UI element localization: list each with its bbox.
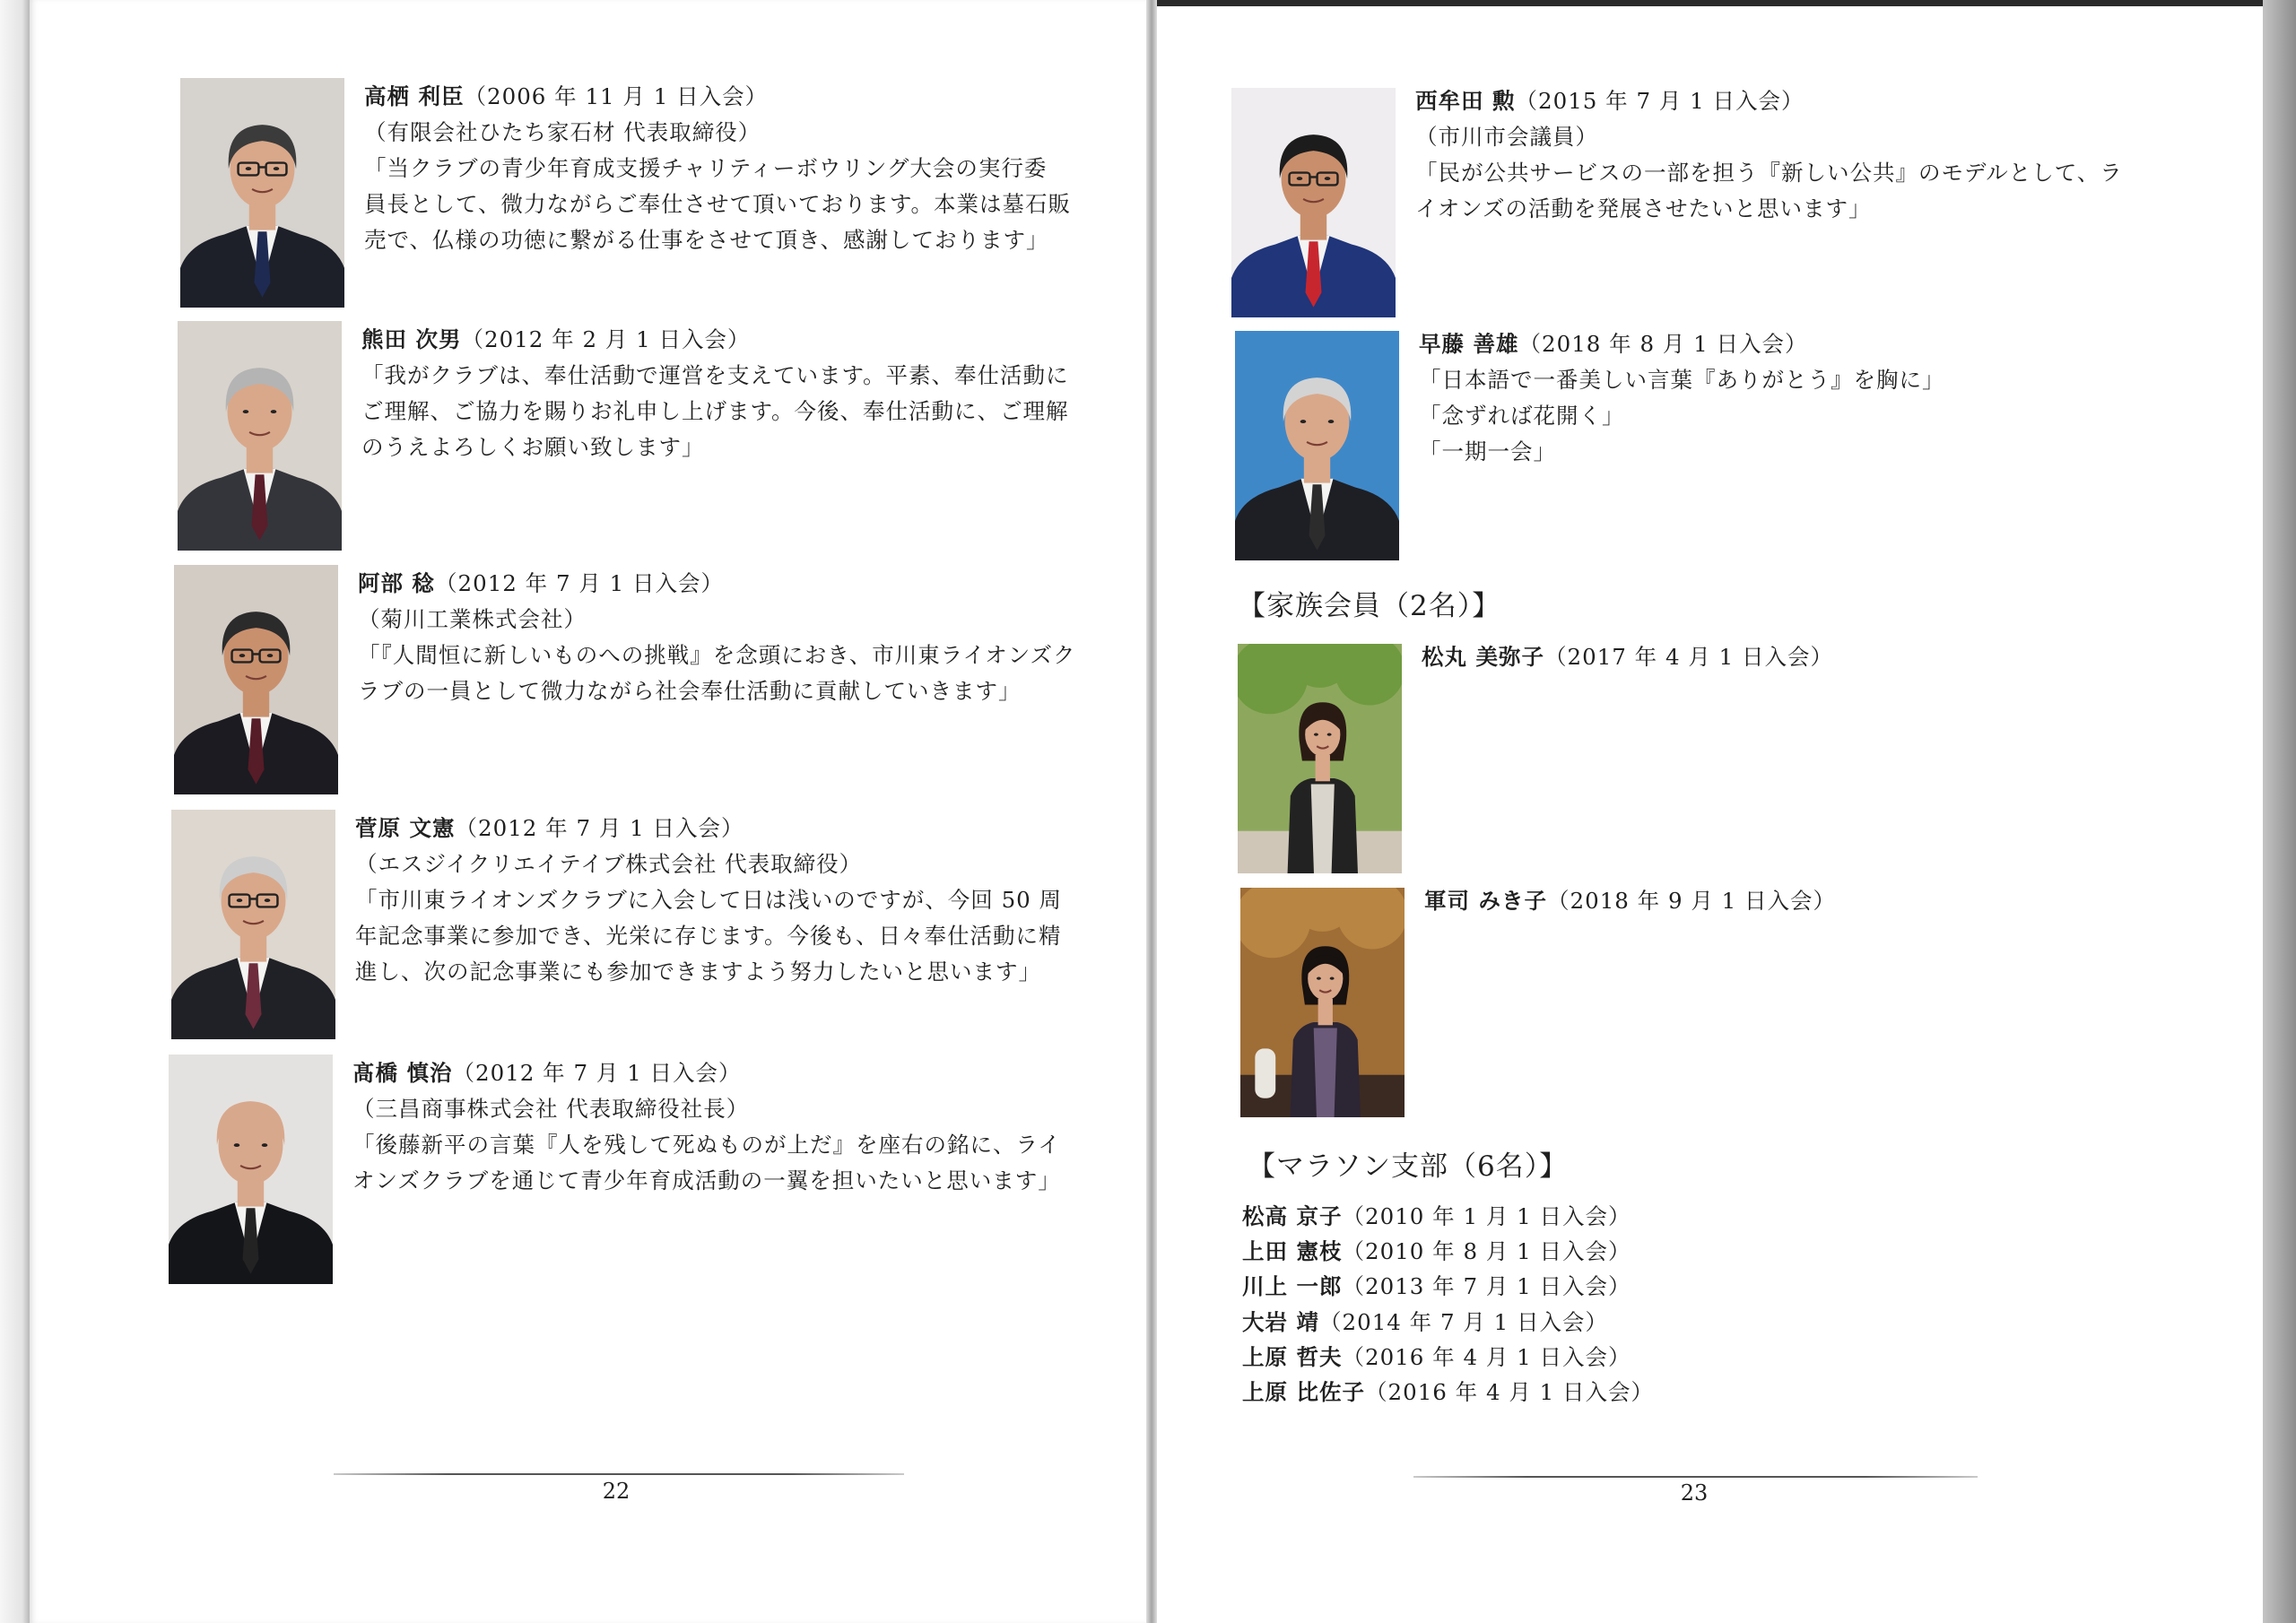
member-photo xyxy=(1238,644,1402,873)
member-photo xyxy=(1240,888,1405,1117)
member-name: 髙橋 慎治 xyxy=(352,1060,453,1086)
member-heading xyxy=(364,79,1071,115)
join-date: （2012 年 2 月 1 日入会） xyxy=(461,326,751,352)
member-name: 軍司 みき子 xyxy=(1424,888,1548,914)
quote-line: オンズクラブを通じて青少年育成活動の一翼を担いたいと思います」 xyxy=(352,1167,1061,1193)
quote-line: 「我がクラブは、奉仕活動で運営を支えています。平素、奉仕活動に xyxy=(361,362,1069,388)
member-name: 上原 哲夫 xyxy=(1242,1343,1343,1370)
member-text xyxy=(1419,326,1945,470)
member-name: 川上 一郎 xyxy=(1242,1273,1343,1300)
member-photo xyxy=(174,565,338,794)
member-heading xyxy=(361,322,1069,358)
member-photo xyxy=(169,1055,333,1284)
member-heading xyxy=(358,566,1076,602)
portrait-illustration xyxy=(1238,644,1402,873)
member-heading xyxy=(352,1055,1061,1091)
join-date: （2016 年 4 月 1 日入会） xyxy=(1365,1378,1654,1405)
member-affiliation: （有限会社ひたち家石材 代表取締役） xyxy=(364,119,761,145)
join-date: （2018 年 8 月 1 日入会） xyxy=(1518,331,1808,357)
member-name: 菅原 文憲 xyxy=(355,815,456,841)
member-photo xyxy=(178,321,342,551)
member-name: 高栖 利臣 xyxy=(364,83,465,109)
quote-line: 「後藤新平の言葉『人を残して死ぬものが上だ』を座右の銘に、ライ xyxy=(352,1132,1061,1158)
member-entry xyxy=(180,78,1077,311)
join-date: （2012 年 7 月 1 日入会） xyxy=(452,1060,742,1086)
quote-line: のうえよろしくお願い致します」 xyxy=(361,434,705,460)
member-name: 松高 京子 xyxy=(1242,1203,1343,1229)
quote-line: ご理解、ご協力を賜りお礼申し上げます。今後、奉仕活動に、ご理解 xyxy=(361,398,1069,424)
member-name: 阿部 稔 xyxy=(358,570,436,596)
family-members-heading: 【家族会員（2名）】 xyxy=(1238,590,1501,622)
member-affiliation: （市川市会議員） xyxy=(1415,124,1598,150)
marathon-branch-heading: 【マラソン支部（6名）】 xyxy=(1248,1150,1569,1183)
scan-right-edge xyxy=(2263,0,2296,1623)
member-photo xyxy=(180,78,344,308)
join-date: （2012 年 7 月 1 日入会） xyxy=(455,815,744,841)
join-date: （2015 年 7 月 1 日入会） xyxy=(1515,88,1805,114)
family-member-entry xyxy=(1240,888,2137,1121)
portrait-illustration xyxy=(174,565,338,794)
member-photo xyxy=(1235,331,1399,560)
list-item xyxy=(1242,1234,1654,1269)
member-heading xyxy=(355,811,1062,846)
portrait-illustration xyxy=(178,321,342,551)
quote-line: 売で、仏様の功徳に繋がる仕事をさせて頂き、感謝しております」 xyxy=(364,227,1049,253)
join-date: （2017 年 4 月 1 日入会） xyxy=(1544,644,1833,670)
list-item xyxy=(1242,1340,1654,1375)
quote-line: ラブの一員として微力ながら社会奉仕活動に貢献していきます」 xyxy=(358,678,1022,704)
scan-left-edge xyxy=(0,0,30,1623)
join-date: （2014 年 7 月 1 日入会） xyxy=(1319,1308,1608,1335)
member-entry xyxy=(178,321,1074,554)
portrait-illustration xyxy=(1235,331,1399,560)
member-photo xyxy=(1231,88,1396,317)
join-date: （2006 年 11 月 1 日入会） xyxy=(464,83,769,109)
member-entry xyxy=(169,1055,1065,1288)
member-text xyxy=(1422,639,1833,675)
quote-line: 「市川東ライオンズクラブに入会して日は浅いのですが、今回 50 周 xyxy=(355,887,1063,913)
portrait-illustration xyxy=(180,78,344,308)
member-affiliation: （エスジイクリエイテイブ株式会社 代表取締役） xyxy=(355,851,863,877)
member-entry xyxy=(171,810,1068,1043)
list-item xyxy=(1242,1375,1654,1410)
quote-line: 員長として、微力ながらご奉仕させて頂いております。本業は墓石販 xyxy=(364,191,1072,217)
member-name: 上田 憲枝 xyxy=(1242,1238,1343,1265)
member-name: 松丸 美弥子 xyxy=(1422,644,1545,670)
portrait-illustration xyxy=(171,810,335,1039)
join-date: （2010 年 1 月 1 日入会） xyxy=(1342,1203,1631,1229)
member-text xyxy=(1424,883,1836,919)
join-date: （2016 年 4 月 1 日入会） xyxy=(1342,1343,1631,1370)
list-item xyxy=(1242,1305,1654,1340)
member-name: 大岩 靖 xyxy=(1242,1308,1320,1335)
member-text xyxy=(358,566,1076,709)
member-text xyxy=(1415,83,2123,227)
member-text xyxy=(355,811,1062,990)
join-date: （2018 年 9 月 1 日入会） xyxy=(1547,888,1836,914)
member-text xyxy=(364,79,1071,258)
member-affiliation: （三昌商事株式会社 代表取締役社長） xyxy=(352,1096,750,1122)
member-heading xyxy=(1415,83,2123,119)
quote-line: 「念ずれば花開く」 xyxy=(1419,403,1625,429)
list-item xyxy=(1242,1269,1654,1304)
page-number: 23 xyxy=(1680,1480,1709,1506)
family-member-entry xyxy=(1238,644,2135,877)
scan-top-edge xyxy=(1157,0,2263,6)
member-heading xyxy=(1424,883,1836,919)
member-name: 早藤 善雄 xyxy=(1419,331,1519,357)
portrait-illustration xyxy=(1231,88,1396,317)
join-date: （2013 年 7 月 1 日入会） xyxy=(1342,1273,1631,1300)
member-entry xyxy=(1231,88,2128,321)
portrait-illustration xyxy=(1240,888,1405,1117)
quote-line: イオンズの活動を発展させたいと思います」 xyxy=(1415,195,1872,221)
member-heading xyxy=(1419,326,1945,362)
footer-rule xyxy=(334,1473,904,1475)
member-affiliation: （菊川工業株式会社） xyxy=(358,606,587,632)
quote-line: 「当クラブの青少年育成支援チャリティーボウリング大会の実行委 xyxy=(364,155,1048,181)
join-date: （2012 年 7 月 1 日入会） xyxy=(435,570,724,596)
quote-line: 進し、次の記念事業にも参加できますよう努力したいと思います」 xyxy=(355,959,1041,985)
member-name: 上原 比佐子 xyxy=(1242,1378,1366,1405)
join-date: （2010 年 8 月 1 日入会） xyxy=(1342,1238,1631,1265)
footer-rule xyxy=(1413,1476,1978,1478)
portrait-illustration xyxy=(169,1055,333,1284)
member-photo xyxy=(171,810,335,1039)
right-page xyxy=(1157,0,2263,1623)
list-item xyxy=(1242,1199,1654,1234)
quote-line: 「一期一会」 xyxy=(1419,438,1556,464)
quote-line: 「『人間恒に新しいものへの挑戦』を念頭におき、市川東ライオンズク xyxy=(358,642,1076,668)
book-gutter xyxy=(1146,0,1157,1623)
member-heading xyxy=(1422,639,1833,675)
left-page xyxy=(30,0,1146,1623)
member-entry xyxy=(174,565,1076,798)
member-text xyxy=(352,1055,1061,1199)
member-name: 熊田 次男 xyxy=(361,326,462,352)
quote-line: 年記念事業に参加でき、光栄に存じます。今後も、日々奉仕活動に精 xyxy=(355,923,1062,949)
quote-line: 「日本語で一番美しい言葉『ありがとう』を胸に」 xyxy=(1419,367,1945,393)
quote-line: 「民が公共サービスの一部を担う『新しい公共』のモデルとして、ラ xyxy=(1415,160,2123,186)
page-number: 22 xyxy=(602,1479,631,1504)
member-entry xyxy=(1235,331,2132,564)
marathon-member-list xyxy=(1242,1199,1654,1410)
member-name: 西牟田 勲 xyxy=(1415,88,1516,114)
member-text xyxy=(361,322,1069,465)
